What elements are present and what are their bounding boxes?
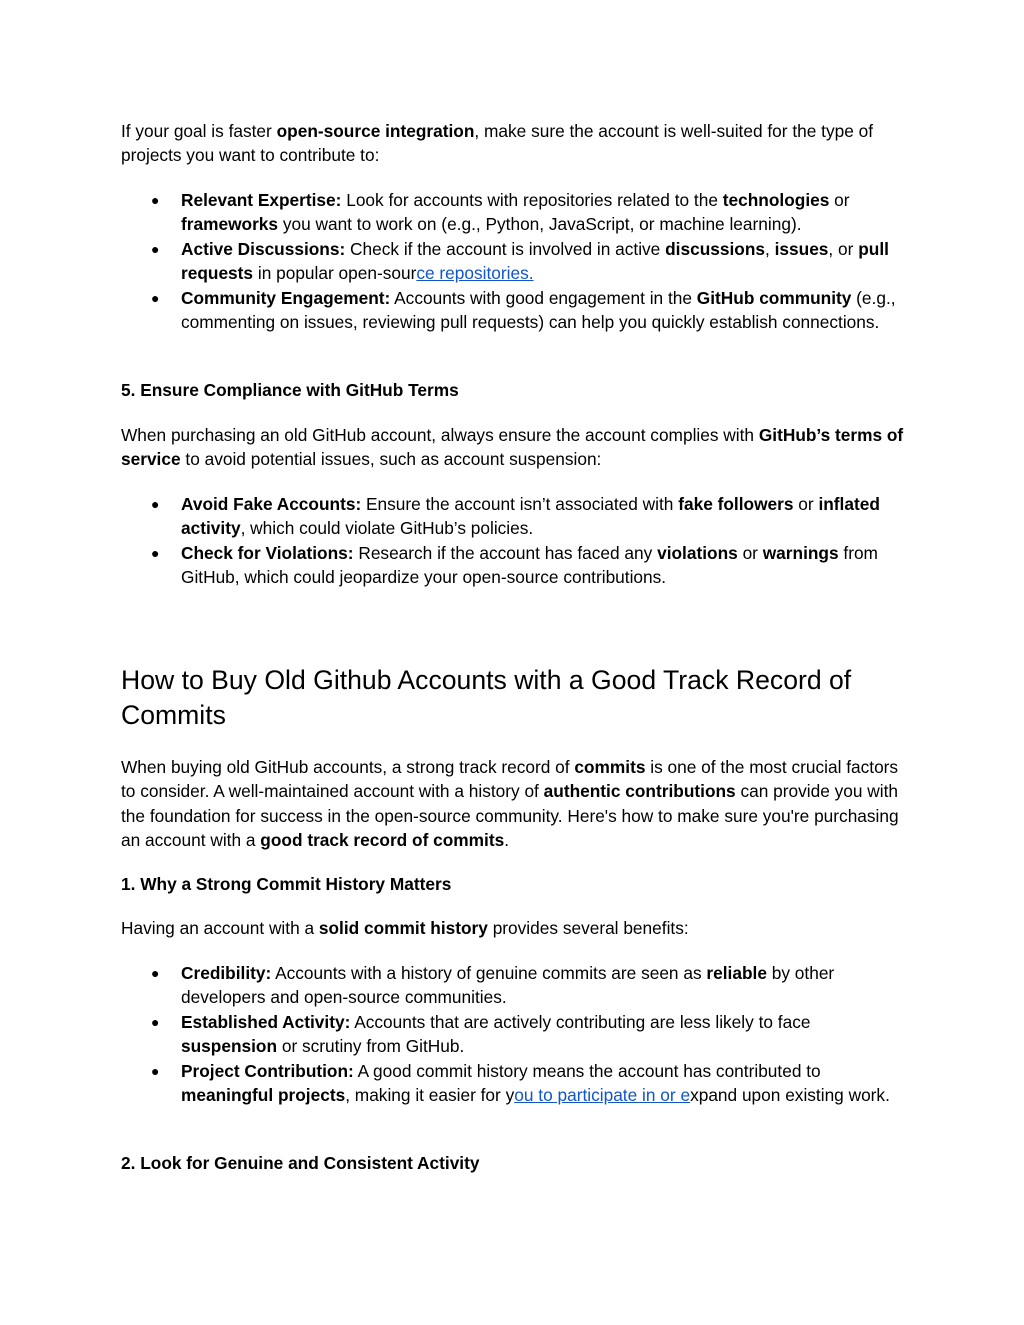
text: , making it easier for y (345, 1085, 515, 1106)
bullet-label: Active Discussions: (181, 238, 346, 259)
text: (e.g., commenting on issues, reviewing pull requests) can help you quickly establish connections. (181, 287, 896, 333)
bold-text: pull requests (181, 238, 889, 284)
section-heading: 2. Look for Genuine and Consistent Activity (121, 1153, 480, 1173)
text: or (793, 494, 819, 514)
compliance-paragraph (121, 423, 911, 472)
bold-text: discussions (665, 238, 765, 259)
text: If your goal is faster (121, 121, 277, 141)
text: to avoid potential issues, such as account suspension: (180, 449, 602, 470)
benefits-bullet-list (121, 961, 911, 1107)
list-item (121, 541, 911, 590)
bullet-label: Project Contribution: (181, 1060, 354, 1081)
text: Having an account with a (121, 918, 319, 938)
bold-text: GitHub’s terms of service (121, 425, 904, 470)
text: can provide you with the foundation for success in the open-source community. Here's how to make sure you're purchasing an account with a (121, 781, 899, 851)
bullet-label: Relevant Expertise: (181, 190, 342, 210)
text: or (829, 190, 850, 210)
repositories-link[interactable]: ce repositories. (416, 263, 534, 284)
bullet-label: Credibility: (181, 963, 272, 983)
text: . (504, 830, 510, 851)
list-item (121, 188, 911, 237)
text: Ensure the account isn’t associated with (361, 494, 679, 514)
text: , or (828, 238, 859, 259)
text: Accounts that are actively contributing are less likely to face (350, 1011, 811, 1032)
text: , make sure the account is well-suited for the type of projects you want to contribute to: (121, 121, 874, 166)
text: When buying old GitHub accounts, a strong track record of (121, 757, 575, 777)
expertise-bullet-list (121, 188, 911, 334)
text: from GitHub, which could jeopardize your open-source contributions. (181, 542, 878, 588)
text: A good commit history means the account has contributed to (353, 1060, 821, 1081)
main-heading: How to Buy Old Github Accounts with a Good Track Record of Commits (121, 665, 852, 730)
bullet-label: Established Activity: (181, 1011, 351, 1032)
text: Accounts with a history of genuine commits are seen as (271, 963, 707, 983)
text: in popular open-sour (253, 263, 417, 284)
bold-text: inflated activity (181, 494, 880, 539)
text: you want to work on (e.g., Python, JavaScript, or machine learning). (278, 214, 802, 235)
bold-text: warnings (762, 542, 839, 563)
bold-text: GitHub community (696, 287, 852, 308)
list-item (121, 492, 911, 541)
bold-text: violations (657, 542, 738, 563)
text: is one of the most crucial factors to consider. A well-maintained account with a history of (121, 757, 899, 802)
bold-text: issues (774, 238, 829, 259)
bold-text: frameworks (181, 214, 279, 235)
commits-paragraph (121, 755, 911, 853)
list-item (121, 237, 911, 286)
text: by other developers and open-source communities. (181, 963, 835, 1008)
text: When purchasing an old GitHub account, always ensure the account complies with (121, 425, 759, 445)
text: , (765, 238, 775, 259)
text: xpand upon existing work. (690, 1085, 890, 1106)
text: or scrutiny from GitHub. (277, 1036, 465, 1057)
text: Look for accounts with repositories related to the (341, 190, 723, 210)
bold-text: meaningful projects (181, 1085, 346, 1106)
list-item (121, 286, 911, 335)
bullet-label: Check for Violations: (181, 542, 354, 563)
bold-text: commits (574, 757, 646, 777)
bold-text: open-source integration (276, 121, 475, 141)
bold-text: technologies (722, 190, 830, 210)
bold-text: solid commit history (318, 918, 488, 938)
list-item (121, 961, 911, 1010)
bold-text: good track record of commits (260, 830, 505, 851)
bold-text: fake followers (678, 494, 794, 514)
bullet-label: Avoid Fake Accounts: (181, 494, 362, 514)
benefits-paragraph (121, 916, 911, 940)
text: Check if the account is involved in active (345, 238, 666, 259)
intro-paragraph (121, 119, 911, 168)
text: or (737, 542, 763, 563)
list-item (121, 1059, 911, 1108)
section-heading: 1. Why a Strong Commit History Matters (121, 874, 452, 894)
bold-text: suspension (181, 1036, 278, 1057)
participate-link[interactable]: ou to participate in or e (514, 1085, 691, 1106)
bullet-label: Community Engagement: (181, 287, 391, 308)
bold-text: reliable (706, 963, 767, 983)
text: Research if the account has faced any (353, 542, 658, 563)
compliance-bullet-list (121, 492, 911, 590)
text: , which could violate GitHub’s policies. (240, 518, 534, 539)
text: provides several benefits: (487, 918, 689, 938)
section-heading: 5. Ensure Compliance with GitHub Terms (121, 380, 459, 400)
bold-text: authentic contributions (543, 781, 736, 802)
text: Accounts with good engagement in the (390, 287, 697, 308)
list-item (121, 1010, 911, 1059)
